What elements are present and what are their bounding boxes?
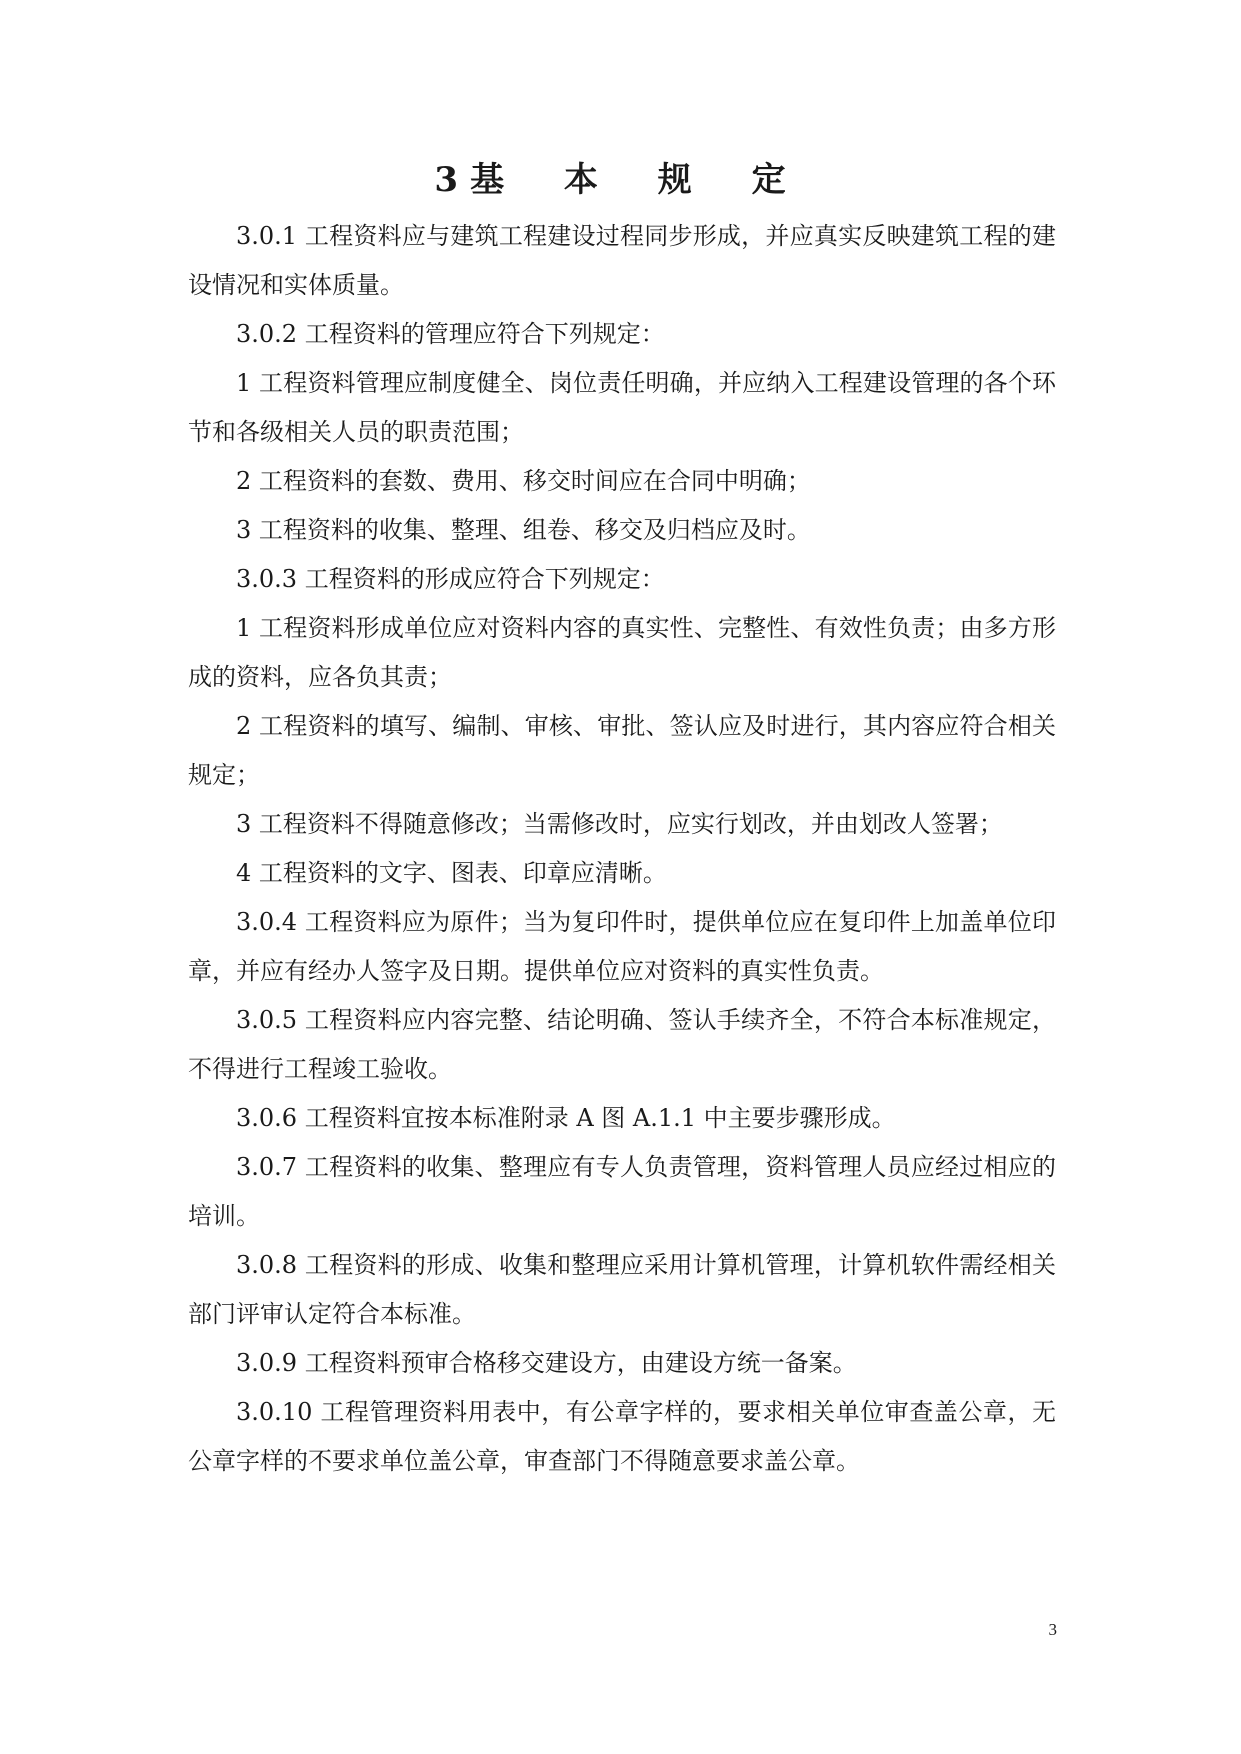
clause-3-0-2-item-1: 1 工程资料管理应制度健全、岗位责任明确，并应纳入工程建设管理的各个环节和各级相关人员的职责范围； [188,369,1056,446]
clause-3-0-2: 3.0.2 工程资料的管理应符合下列规定： [236,320,665,348]
clause-3-0-8: 3.0.8 工程资料的形成、收集和整理应采用计算机管理，计算机软件需经相关部门评审认定符合本标准。 [188,1251,1056,1328]
chapter-heading-text: 基 本 规 定 [470,160,810,200]
clause-3-0-1: 3.0.1 工程资料应与建筑工程建设过程同步形成，并应真实反映建筑工程的建设情况和实体质量。 [188,222,1056,299]
clause-3-0-5: 3.0.5 工程资料应内容完整、结论明确、签认手续齐全，不符合本标准规定，不得进行工程竣工验收。 [188,1006,1056,1083]
clause-3-0-3: 3.0.3 工程资料的形成应符合下列规定： [236,565,665,593]
clause-3-0-6: 3.0.6 工程资料宜按本标准附录 A 图 A.1.1 中主要步骤形成。 [236,1104,896,1132]
clause-3-0-3-item-1: 1 工程资料形成单位应对资料内容的真实性、完整性、有效性负责；由多方形成的资料，应各负其责； [188,614,1056,691]
chapter-number: 3 [434,160,461,200]
clause-3-0-7: 3.0.7 工程资料的收集、整理应有专人负责管理，资料管理人员应经过相应的培训。 [188,1153,1056,1230]
document-page [188,150,1056,1486]
clause-3-0-4: 3.0.4 工程资料应为原件；当为复印件时，提供单位应在复印件上加盖单位印章，并应有经办人签字及日期。提供单位应对资料的真实性负责。 [188,908,1056,985]
page-number: 3 [1048,1620,1057,1639]
clause-3-0-2-item-2: 2 工程资料的套数、费用、移交时间应在合同中明确； [236,467,811,495]
clause-3-0-9: 3.0.9 工程资料预审合格移交建设方，由建设方统一备案。 [236,1349,857,1377]
clause-3-0-3-item-3: 3 工程资料不得随意修改；当需修改时，应实行划改，并由划改人签署； [236,810,1003,838]
clause-3-0-10: 3.0.10 工程管理资料用表中，有公章字样的，要求相关单位审查盖公章，无公章字样的不要求单位盖公章，审查部门不得随意要求盖公章。 [188,1398,1056,1475]
clause-3-0-2-item-3: 3 工程资料的收集、整理、组卷、移交及归档应及时。 [236,516,811,544]
clause-3-0-3-item-4: 4 工程资料的文字、图表、印章应清晰。 [236,859,667,887]
clause-3-0-3-item-2: 2 工程资料的填写、编制、审核、审批、签认应及时进行，其内容应符合相关规定； [188,712,1056,789]
chapter-title [188,150,1056,210]
